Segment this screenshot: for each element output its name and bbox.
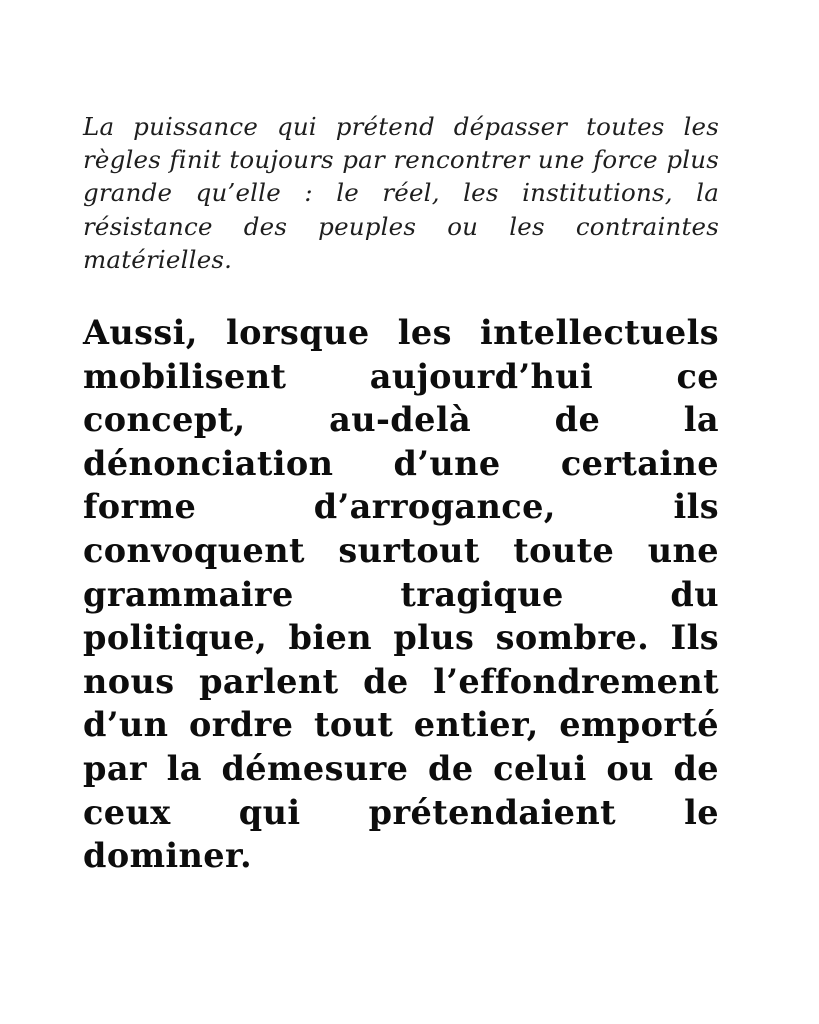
document-page bbox=[83, 110, 719, 878]
intro-paragraph-italic: La puissance qui prétend dépasser toutes les règles finit toujours par rencontrer une force plus grande qu’elle : le réel, les institutions, la résistance des peuples ou les contraintes matérielles. bbox=[83, 112, 719, 274]
main-paragraph-bold: Aussi, lorsque les intellectuels mobilisent aujourd’hui ce concept, au-delà de la dénonciation d’une certaine forme d’arrogance, ils convoquent surtout toute une grammaire tragique du politique, bien plus sombre. Ils nous parlent de l’effondrement d’un ordre tout entier, emporté par la démesure de celui ou de ceux qui prétendaient le dominer. bbox=[83, 313, 719, 876]
